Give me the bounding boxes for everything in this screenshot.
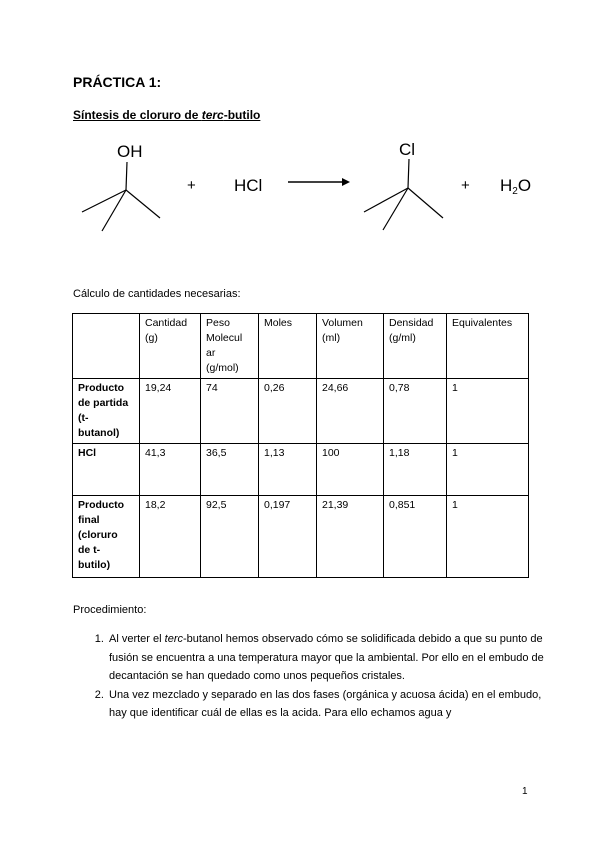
row-label-line: (cloruro <box>78 529 118 541</box>
subtitle-text-post: -butilo <box>223 108 261 122</box>
table-cell: 24,66 <box>317 379 384 444</box>
chloro-label: Cl <box>399 140 416 159</box>
header-moles <box>259 314 317 379</box>
page-title: PRÁCTICA 1: <box>73 74 162 90</box>
bond-cl <box>408 159 409 188</box>
tert-butanol-structure <box>82 162 160 231</box>
bond-oh <box>126 162 127 190</box>
row-label-line: final <box>78 514 100 526</box>
row-label-line: butanol) <box>78 427 120 439</box>
header-cantidad <box>140 314 201 379</box>
tert-butyl-chloride-structure <box>364 159 443 230</box>
reaction-arrow <box>288 178 350 186</box>
table-cell: 74 <box>201 379 259 444</box>
header-peso-molecular <box>201 314 259 379</box>
procedure-label: Procedimiento: <box>73 604 147 616</box>
subtitle-text-pre: Síntesis de cloruro de <box>73 108 202 122</box>
table-cell: 100 <box>317 444 384 496</box>
header-line: Densidad <box>389 317 434 329</box>
header-line: (g/mol) <box>206 362 239 374</box>
header-line: Molecul <box>206 332 243 344</box>
plus-sign-1: + <box>187 177 196 194</box>
header-volumen <box>317 314 384 379</box>
step1-text-pre: Al verter el <box>109 633 165 645</box>
header-densidad <box>384 314 447 379</box>
step1-text-italic: terc <box>164 633 183 645</box>
table-cell: 0,851 <box>384 496 447 578</box>
header-line: (g) <box>145 332 158 344</box>
reaction-scheme <box>70 132 550 242</box>
table-row <box>73 379 529 444</box>
table-header-row <box>73 314 529 379</box>
page-number: 1 <box>522 786 528 797</box>
table-cell: 19,24 <box>140 379 201 444</box>
table-cell: 0,26 <box>259 379 317 444</box>
quantities-table <box>72 313 529 578</box>
row-label-line: de t- <box>78 544 101 556</box>
table-cell: 18,2 <box>140 496 201 578</box>
row-label-line: Producto <box>78 499 125 511</box>
table-cell: 1 <box>447 496 529 578</box>
calculation-label: Cálculo de cantidades necesarias: <box>73 288 241 300</box>
water-subscript: 2 <box>512 186 518 197</box>
subtitle-text-italic: terc <box>201 108 224 122</box>
table-cell: 0,78 <box>384 379 447 444</box>
header-line: Volumen <box>322 317 363 329</box>
table-row <box>73 496 529 578</box>
table-cell: 1,18 <box>384 444 447 496</box>
table-row <box>73 444 529 496</box>
header-line: (g/ml) <box>389 332 416 344</box>
row-label-hcl <box>73 444 140 496</box>
procedure-list <box>73 630 562 723</box>
row-label-line: de partida <box>78 397 129 409</box>
header-line: ar <box>206 347 216 359</box>
hcl-label: HCl <box>234 176 263 195</box>
header-line: Cantidad <box>145 317 188 329</box>
header-equivalentes <box>447 314 529 379</box>
water-o: O <box>517 176 532 195</box>
row-label-line: Producto <box>78 382 125 394</box>
step1-text-post: -butanol hemos observado cómo se solidificada debido a que su punto de fusión se encuentra a una temperatura mayor que la ambiental. Por ello en el embudo de decantación se han quedado como unos pequeños cristales. <box>109 633 544 682</box>
table-cell: 1 <box>447 444 529 496</box>
procedure-step-1 <box>107 630 562 686</box>
header-empty <box>73 314 140 379</box>
header-line: Equivalentes <box>452 317 513 329</box>
row-label-line: HCl <box>78 447 97 459</box>
water-label <box>500 176 531 197</box>
header-line: Moles <box>264 317 293 329</box>
table-cell: 41,3 <box>140 444 201 496</box>
row-label-product <box>73 496 140 578</box>
table-cell: 92,5 <box>201 496 259 578</box>
hydroxyl-label: OH <box>117 142 143 161</box>
water-h: H <box>500 176 513 195</box>
plus-sign-2: + <box>461 177 470 194</box>
header-line: (ml) <box>322 332 341 344</box>
table-cell: 1,13 <box>259 444 317 496</box>
arrow-head <box>342 178 350 186</box>
row-label-butanol <box>73 379 140 444</box>
row-label-line: (t- <box>78 412 89 424</box>
table-cell: 21,39 <box>317 496 384 578</box>
table-cell: 36,5 <box>201 444 259 496</box>
bond-right-2 <box>408 188 443 218</box>
section-subtitle <box>73 108 260 122</box>
table-cell: 1 <box>447 379 529 444</box>
row-label-line: butilo) <box>78 559 111 571</box>
header-line: Peso <box>206 317 230 329</box>
bond-right <box>126 190 160 218</box>
procedure-step-2: 2. Una vez mezclado y separado en las dos fases (orgánica y acuosa ácida) en el embudo, hay que identificar cuál de ellas es la acida. Para ello echamos agua y <box>107 686 562 723</box>
table-cell: 0,197 <box>259 496 317 578</box>
